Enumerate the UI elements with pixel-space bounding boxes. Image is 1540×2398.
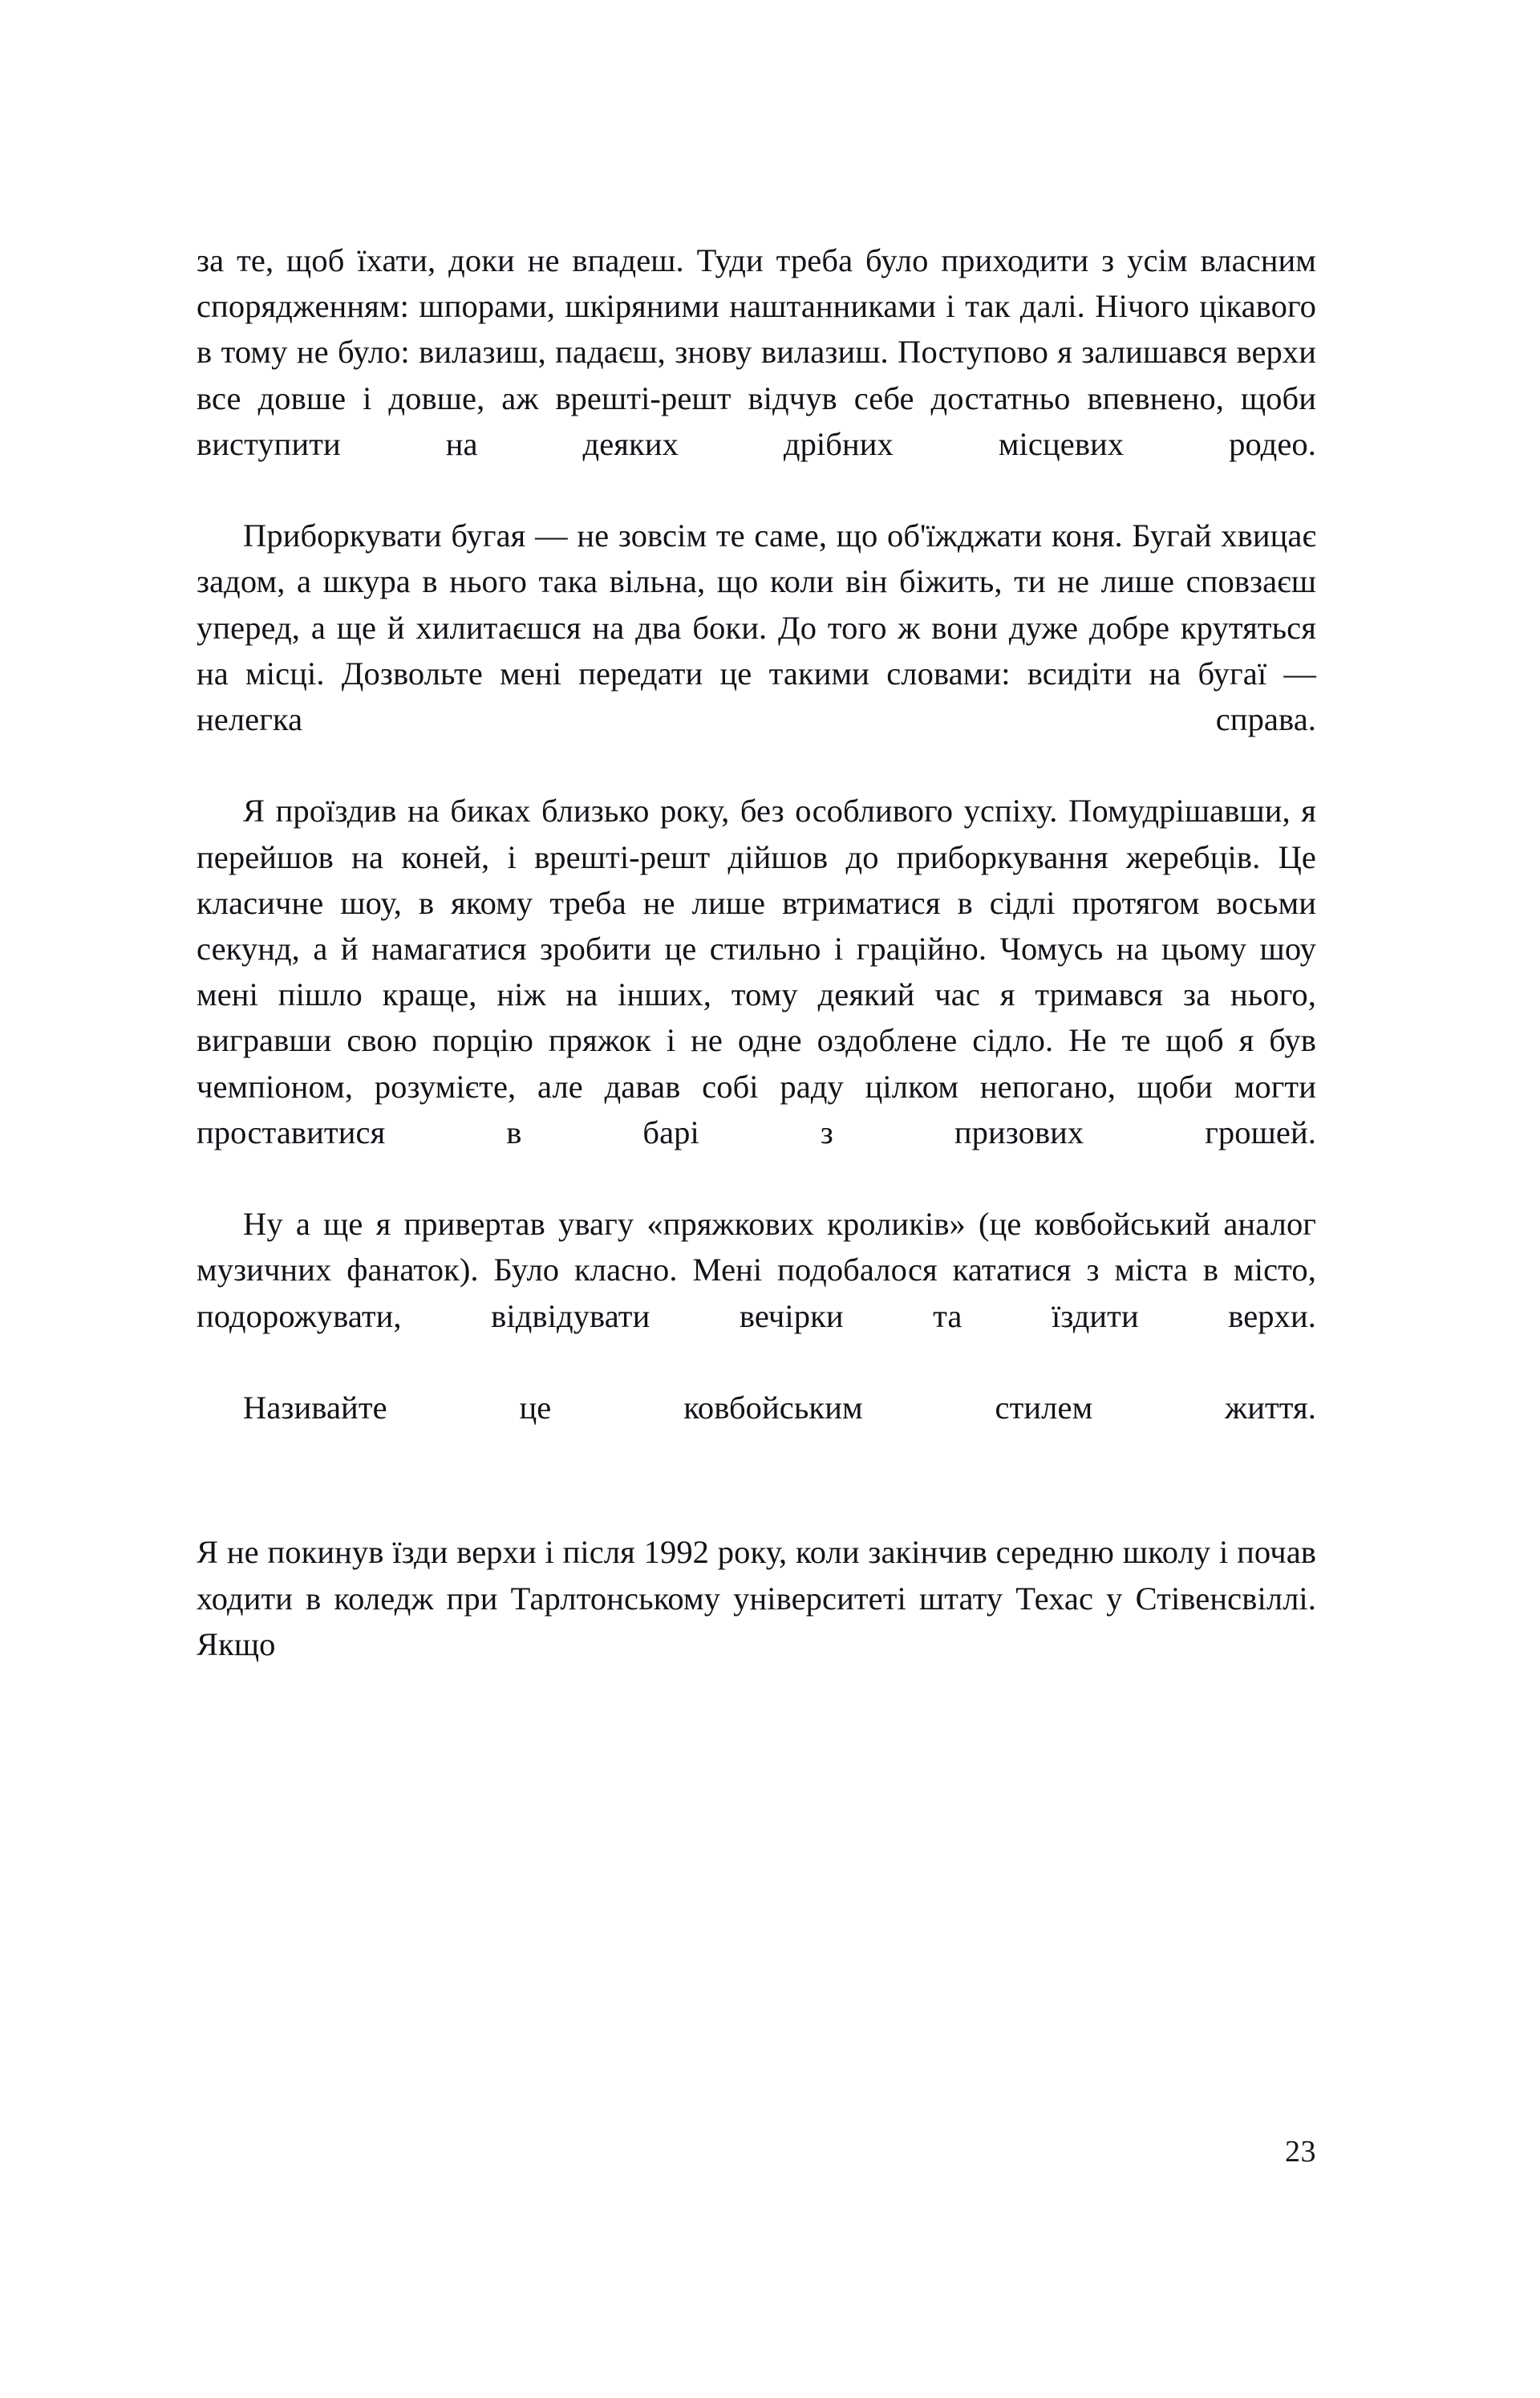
body-text-column	[197, 237, 1316, 1713]
page-number: 23	[1285, 2135, 1316, 2169]
paragraph-buckle-bunnies: Ну а ще я привертав увагу «пряжкових кроликів» (це ковбойський аналог музичних фанаток). Було класно. Мені подобалося кататися з міста в місто, подорожувати, відвідувати вечірки та їздити верхи.	[197, 1206, 1316, 1334]
paragraph-cowboy-lifestyle: Називайте це ковбойським стилем життя.	[243, 1390, 1316, 1426]
paragraph-continued: за те, щоб їхати, доки не впадеш. Туди треба було приходити з усім власним спорядженням: шпорами, шкіряними наштанниками і так далі. Нічого цікавого в тому не було: вилазиш, падаєш, знову вилазиш. Поступово я залишався верхи все довше і довше, аж врешті-решт відчув себе достатньо впевнено, щоби виступити на деяких дрібних місцевих родео.	[197, 242, 1316, 462]
paragraph-bronc-riding: Я проїздив на биках близько року, без особливого успіху. Помудрішавши, я перейшов на коней, і врешті-решт дійшов до приборкування жеребців. Це класичне шоу, в якому треба не лише втриматися в сідлі протягом восьми секунд, а й намагатися зробити це стильно і граційно. Чомусь на цьому шоу мені пішло краще, ніж на інших, тому деякий час я тримався за нього, вигравши свою порцію пряжок і не одне оздоблене сідло. Не те щоб я був чемпіоном, розумієте, але давав собі раду цілком непогано, щоби могти проставитися в барі з призових грошей.	[197, 793, 1316, 1150]
paragraph-bull-riding: Приборкувати бугая — не зовсім те саме, що об'їжджати коня. Бугай хвицає задом, а шкура в нього така вільна, що коли він біжить, ти не лише сповзаєш уперед, а ще й хилитаєшся на два боки. До того ж вони дуже добре крутяться на місці. Дозвольте мені передати це такими словами: всидіти на бугаї — нелегка справа.	[197, 517, 1316, 738]
paragraph-after-1992: Я не покинув їзди верхи і після 1992 року, коли закінчив середню школу і почав ходити в коледж при Тарлтонському університеті штату Техас у Стівенсвіллі. Якщо	[197, 1534, 1316, 1662]
